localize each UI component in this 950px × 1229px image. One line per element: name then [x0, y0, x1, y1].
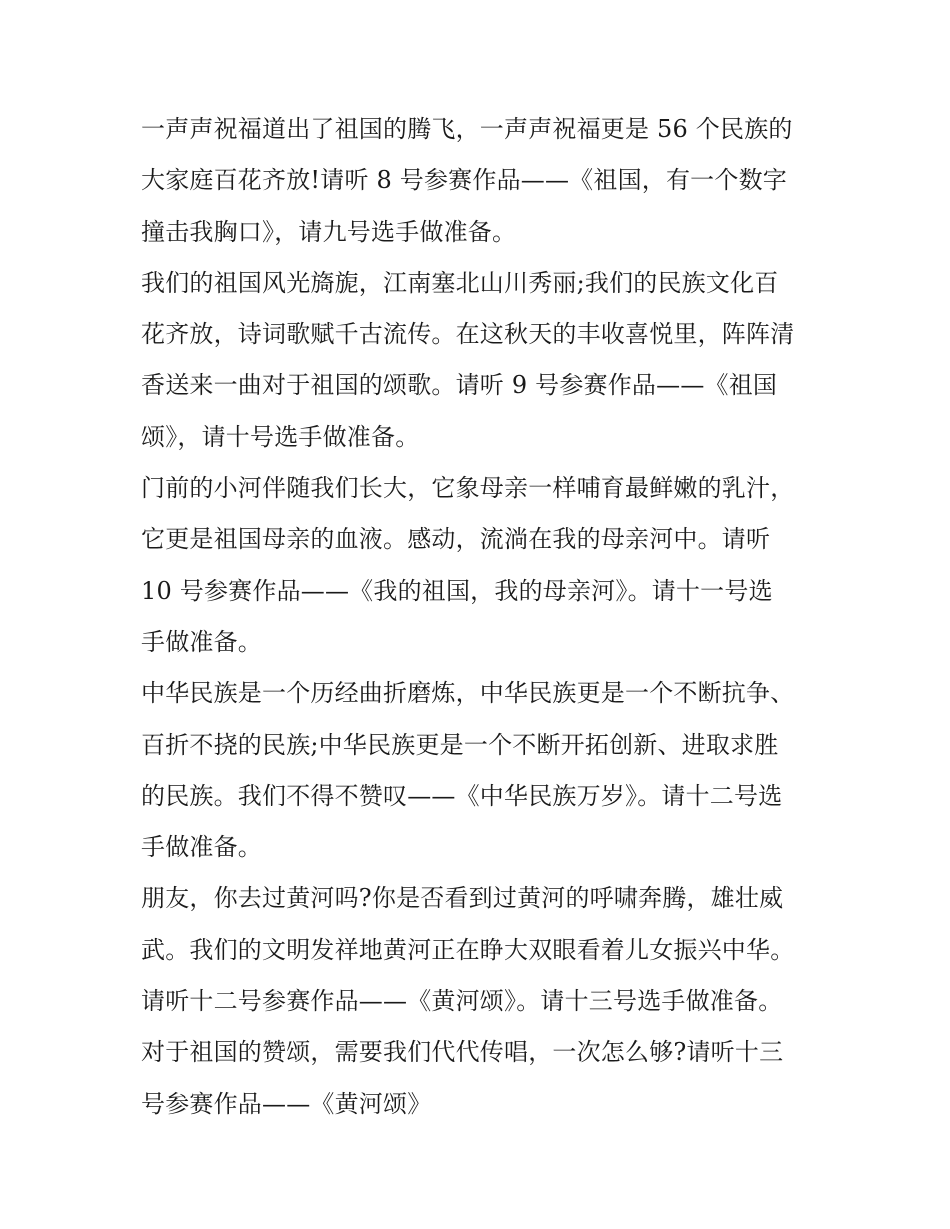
text-line: 手做准备。 — [141, 627, 262, 656]
text-line: 的民族。我们不得不赞叹——《中华民族万岁》。请十二号选 — [141, 781, 783, 810]
text-line: 手做准备。 — [141, 833, 262, 862]
paragraph-6 — [141, 1027, 821, 1130]
text-line: 号参赛作品——《黄河颂》 — [141, 1089, 432, 1118]
paragraph-1 — [141, 104, 821, 258]
paragraph-2 — [141, 258, 821, 463]
paragraph-5 — [141, 873, 821, 1027]
text-line: 对于祖国的赞颂，需要我们代代传唱，一次怎么够?请听十三 — [141, 1038, 784, 1067]
text-line: 百折不挠的民族;中华民族更是一个不断开拓创新、进取求胜 — [141, 730, 779, 759]
text-line: 一声声祝福道出了祖国的腾飞，一声声祝福更是 56 个民族的 — [141, 115, 793, 143]
text-line: 请听十二号参赛作品——《黄河颂》。请十三号选手做准备。 — [141, 987, 783, 1016]
text-line: 中华民族是一个历经曲折磨炼，中华民族更是一个不断抗争、 — [141, 679, 795, 708]
paragraph-4 — [141, 668, 821, 873]
text-line: 颂》，请十号选手做准备。 — [141, 422, 420, 451]
text-line: 我们的祖国风光旖旎，江南塞北山川秀丽;我们的民族文化百 — [141, 268, 779, 297]
text-line: 门前的小河伴随我们长大，它象母亲一样哺育最鲜嫩的乳汁， — [141, 474, 795, 503]
text-line: 香送来一曲对于祖国的颂歌。请听 9 号参赛作品——《祖国 — [141, 371, 778, 400]
text-line: 武。我们的文明发祥地黄河正在睁大双眼看着儿女振兴中华。 — [141, 935, 795, 964]
text-line: 10 号参赛作品——《我的祖国，我的母亲河》。请十一号选 — [141, 576, 773, 605]
text-line: 花齐放，诗词歌赋千古流传。在这秋天的丰收喜悦里，阵阵清 — [141, 320, 795, 349]
text-line: 朋友，你去过黄河吗?你是否看到过黄河的呼啸奔腾，雄壮威 — [141, 884, 784, 913]
paragraph-3 — [141, 463, 821, 668]
text-line: 大家庭百花齐放!请听 8 号参赛作品——《祖国，有一个数字 — [141, 166, 787, 195]
document-body — [141, 104, 821, 1130]
text-line: 撞击我胸口》，请九号选手做准备。 — [141, 217, 517, 246]
text-line: 它更是祖国母亲的血液。感动，流淌在我的母亲河中。请听 — [141, 525, 771, 554]
